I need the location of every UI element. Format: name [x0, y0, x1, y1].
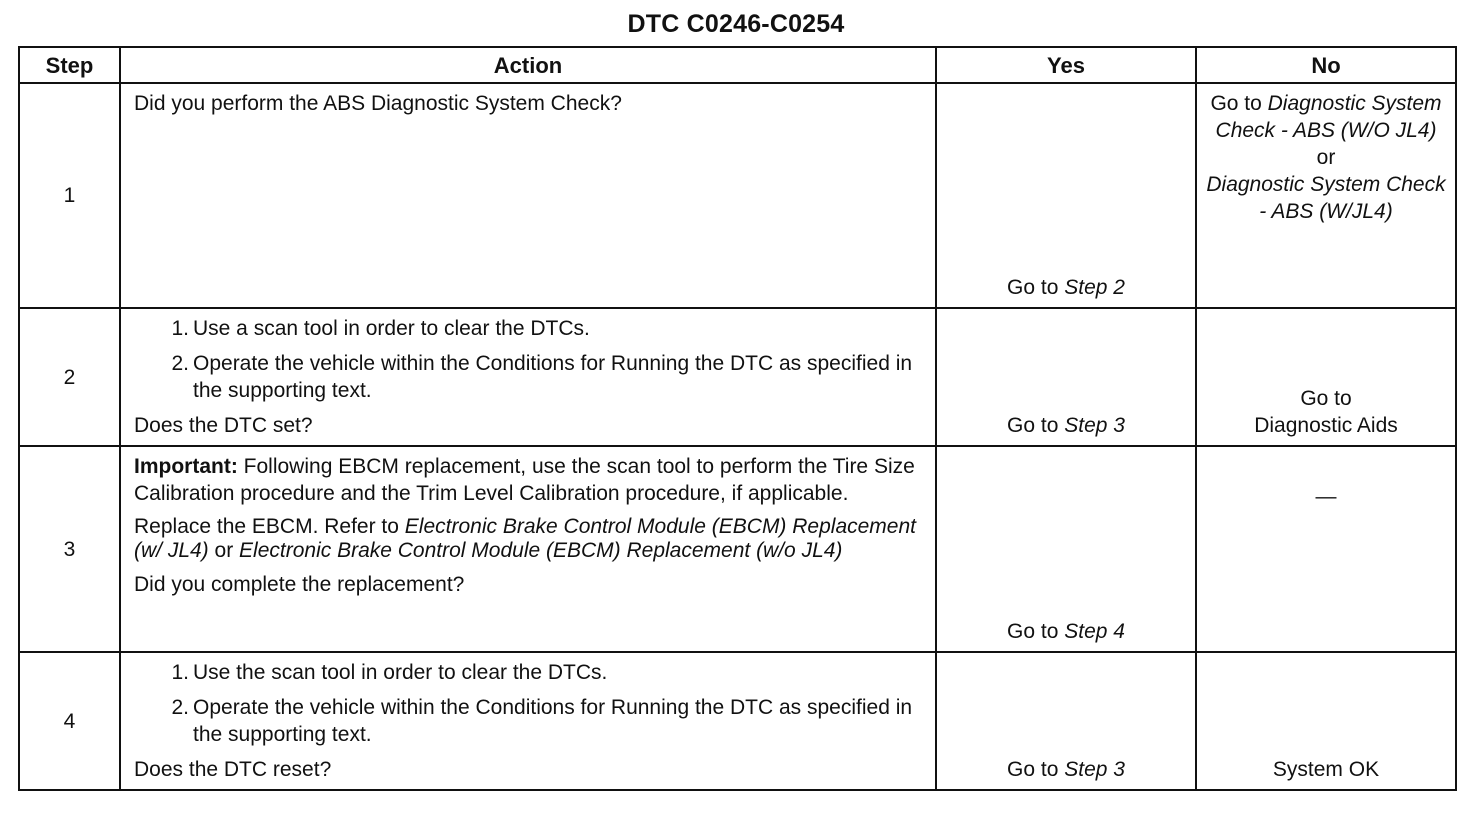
no-dash: — — [1315, 484, 1337, 508]
action-cell — [120, 652, 936, 790]
header-yes: Yes — [936, 47, 1196, 83]
action-question: Did you perform the ABS Diagnostic System Check? — [134, 92, 622, 115]
list-text: Operate the vehicle within the Conditions for Running the DTC as specified in the supporting text. — [193, 352, 913, 402]
table-row — [19, 652, 1456, 790]
yes-cell — [936, 446, 1196, 652]
list-text: Operate the vehicle within the Conditions for Running the DTC as specified in the supporting text. — [193, 696, 913, 746]
step-number: 1 — [19, 83, 120, 308]
step-number: 2 — [19, 308, 120, 446]
yes-prefix: Go to — [1007, 758, 1065, 781]
no-cell — [1196, 308, 1456, 446]
list-number: 1. — [171, 661, 189, 684]
table-header-row — [19, 47, 1456, 83]
no-cell — [1196, 446, 1456, 652]
yes-cell — [936, 83, 1196, 308]
no-line1: Go to — [1300, 387, 1352, 410]
action-list — [134, 659, 925, 748]
ebcm-replacement-link-w-jl4[interactable]: Electronic Brake Control Module (EBCM) Replacement (w/ JL4) — [134, 515, 916, 562]
list-number: 1. — [171, 317, 189, 340]
replace-instruction — [134, 515, 925, 563]
yes-prefix: Go to — [1007, 276, 1065, 299]
table-row — [19, 308, 1456, 446]
list-item — [134, 659, 925, 686]
or-text: or — [1316, 146, 1336, 169]
important-text: Following EBCM replacement, use the scan tool to perform the Tire Size Calibration procedure and the Trim Level Calibration procedure, if applicable. — [134, 455, 915, 505]
action-cell — [120, 308, 936, 446]
list-item — [134, 315, 925, 342]
ebcm-replacement-link-wo-jl4[interactable]: Electronic Brake Control Module (EBCM) Replacement (w/o JL4) — [239, 539, 843, 562]
action-list — [134, 315, 925, 404]
list-item — [134, 350, 925, 404]
step-link[interactable]: Step 4 — [1064, 620, 1125, 643]
important-note — [134, 453, 925, 507]
header-no: No — [1196, 47, 1456, 83]
list-item — [134, 694, 925, 748]
action-question: Does the DTC set? — [134, 414, 313, 437]
step-link[interactable]: Step 3 — [1064, 414, 1125, 437]
no-prefix: Go to — [1210, 92, 1268, 115]
table-row — [19, 83, 1456, 308]
step-number: 3 — [19, 446, 120, 652]
action-question: Does the DTC reset? — [134, 758, 332, 781]
list-text: Use the scan tool in order to clear the DTCs. — [193, 661, 608, 684]
page-title: DTC C0246-C0254 — [627, 10, 845, 38]
replace-prefix: Replace the EBCM. Refer to — [134, 515, 405, 538]
diagnostic-link-w-jl4[interactable]: Diagnostic System Check - ABS (W/JL4) — [1206, 173, 1446, 223]
or-text: or — [208, 539, 240, 562]
yes-cell — [936, 652, 1196, 790]
action-cell — [120, 446, 936, 652]
action-cell — [120, 83, 936, 308]
step-number: 4 — [19, 652, 120, 790]
yes-prefix: Go to — [1007, 620, 1065, 643]
table-row — [19, 446, 1456, 652]
diagnostic-link-wo-jl4[interactable]: Diagnostic System Check - ABS (W/O JL4) — [1215, 92, 1442, 142]
diagnostic-aids-link[interactable]: Diagnostic Aids — [1254, 414, 1398, 437]
action-question: Did you complete the replacement? — [134, 573, 465, 596]
list-number: 2. — [171, 696, 189, 719]
no-cell — [1196, 83, 1456, 308]
important-label: Important: — [134, 455, 238, 478]
list-text: Use a scan tool in order to clear the DTCs. — [193, 317, 590, 340]
step-link[interactable]: Step 2 — [1064, 276, 1125, 299]
no-cell — [1196, 652, 1456, 790]
list-number: 2. — [171, 352, 189, 375]
header-action: Action — [120, 47, 936, 83]
yes-cell — [936, 308, 1196, 446]
step-link[interactable]: Step 3 — [1064, 758, 1125, 781]
header-step: Step — [19, 47, 120, 83]
yes-prefix: Go to — [1007, 414, 1065, 437]
diagnostic-table — [18, 46, 1457, 791]
system-ok-text: System OK — [1272, 758, 1380, 781]
